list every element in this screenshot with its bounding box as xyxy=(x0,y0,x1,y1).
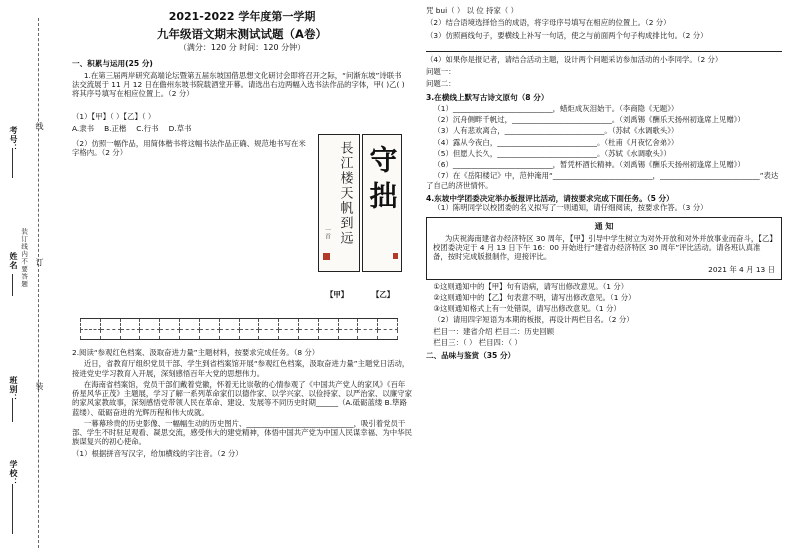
notice-title: 通 知 xyxy=(594,221,614,231)
poem-list xyxy=(426,104,782,190)
q2-sub1: （1）根据拼音写汉字，给加横线的字注音。（2 分） xyxy=(72,448,243,458)
label-jia: 【甲】 xyxy=(326,290,349,299)
calligraphy-jia-seal-text: 一首 xyxy=(323,227,331,239)
class-line xyxy=(12,398,13,422)
school-label: 学校： xyxy=(9,460,18,487)
writing-grid[interactable] xyxy=(80,318,398,340)
calligraphy-jia-text: 長江楼天帆到远 xyxy=(337,141,353,246)
class-label: 班别： xyxy=(9,376,18,403)
binding-warning: 装订线内不要答题 xyxy=(20,228,29,288)
poem-item-2: （2）沉舟侧畔千帆过，___________________________。（刘禹锡《酬乐天扬州初逢席上见赠》） xyxy=(433,115,745,125)
notice-body: 为庆祝海南建省办经济特区 30 周年，【甲】引导中学生树立为对外开放和对外并放事业而奋斗，【乙】校团委决定于 4 月 13 日下午 16：00 开始进行“建省办经济特区 30 周年”评比活动。请各班认真准备，按时完成版报制作，迎接评比。 xyxy=(433,233,774,262)
q2-heading: 2.阅读“参观红色档案、汲取奋进力量”主题材料，按要求完成任务。（8 分） xyxy=(72,348,320,357)
q2-block xyxy=(72,348,412,458)
notice-fix-list xyxy=(426,282,782,348)
right-column xyxy=(426,6,782,361)
exam-year-title: 2021-2022 学年度第一学期 xyxy=(168,10,316,23)
option-a: A.隶书 xyxy=(72,123,95,133)
q2-paragraph-2: 在海南省档案馆，党员干部们戴着党徽，怀着无比崇敬的心情参观了《中国共产党人的家风》《百年侨星风华正茂》主题展，学习了解一系列革命家们以德作家、以学兴家、以俭持家、以严治家、以廉守家的家风家教故事，深刻感悟党带领人民在革命、建设、发展等不同历史时期______（A.砥砺蓝缕 B.筚路蓝缕）、砥砺奋进的光辉历程和伟大成就。 xyxy=(72,379,412,417)
label-yi: 【乙】 xyxy=(372,290,395,299)
option-b: B.正楷 xyxy=(104,123,127,133)
binding-line-label: 线 xyxy=(35,122,44,131)
calligraphy-yi-svg xyxy=(363,135,401,271)
left-column xyxy=(72,6,412,157)
calligraphy-jia-image xyxy=(318,134,360,272)
option-c: C.行书 xyxy=(136,123,159,133)
q3-heading: 3.在横线上默写古诗文原句（8 分） xyxy=(426,92,549,102)
exam-time-info: （满分：120 分 时间：120 分钟） xyxy=(178,43,306,53)
name-line xyxy=(12,274,13,296)
fix-item-3: ③这则通知格式上有一处错误，请写出修改意见。（1 分） xyxy=(433,304,621,314)
calligraphy-jia-svg xyxy=(319,135,359,271)
poem-item-1: （1）___________________________，蜡炬成灰泪始干。（李商隐《无题》） xyxy=(433,103,679,113)
q2-paragraph-1: 近日，省教育厅组织党员干部、学生到省档案馆开展“参观红色档案，汲取奋进力量”主题党日活动，接进党史学习教育入开展，深刻感悟百年大党的思想伟力。 xyxy=(72,359,410,378)
q1-answer-line: （1）【甲】（ ）【乙】（ ） xyxy=(72,112,156,122)
poem-item-6: （6）___________________________，暂凭杯酒长精神。（刘禹锡《酬乐天扬州初逢席上见赠》） xyxy=(433,160,745,170)
q2-paragraph-3: 一幕幕珍贵的历史影像、一幅幅生动的历史图片、_____________________________，吸引着党员干部、学生不时驻足观看、凝思交流，感受伟大的建党精神，体悟中国共产党为中国人民谋幸福、为中华民族谋复兴的初心使命。 xyxy=(72,418,412,447)
binding-dashed-line xyxy=(38,18,39,548)
part1-heading: 一、积累与运用(25 分) xyxy=(72,59,153,69)
calligraphy-yi-image xyxy=(362,134,402,272)
fix-item-2: ②这则通知中的【乙】句表意不明，请写出修改意见。（1 分） xyxy=(433,292,636,302)
exam-number-label: 考号： xyxy=(9,126,18,153)
column-row-2: 栏目三：（ ） 栏目四：（ ） xyxy=(433,337,522,347)
q4-heading: 4.东坡中学团委决定举办板报评比活动，请按要求完成下面任务。（5 分） xyxy=(426,193,674,203)
pinyin-line: 咒 bui（ ） 以 位 持家（ ） xyxy=(426,6,519,15)
binding-seal-label: 装 xyxy=(35,382,44,391)
notice-box xyxy=(426,217,782,280)
q2-interview: （4）如果你是报记者，请结合活动主题，设计两个问题采访参加活动的小李同学。（2 分） xyxy=(426,54,723,64)
notice-date: 2021 年 4 月 13 日 xyxy=(708,265,775,275)
poem-item-5: （5）但愿人长久，___________________________。（苏轼《水调歌头》） xyxy=(433,148,671,158)
binding-margin xyxy=(0,0,54,560)
poem-item-7: （7）在《岳阳楼记》中，范仲淹用“___________________________，___________________________”表达了自己的济世情怀。 xyxy=(426,171,779,190)
calligraphy-yi-text: 守拙 xyxy=(365,145,399,217)
q1-intro: 1.在第三届两岸研究高端论坛暨第五届东坡国借思想文化研讨会即将召开之际，“问渐东坡”诗联书法交流展于 11 月 12 日在儋州东坡书院载酒堂开幕。请选出右边两幅入选书法作品的字体，甲( )乙( )将其序号填写在相应位置上。（2 分） xyxy=(72,70,405,99)
q2-choice: （2）结合语境选择恰当的成语，将字母序号填写在相应的位置上。（2 分） xyxy=(426,18,671,28)
interview-question-2: 问题二： xyxy=(426,79,456,89)
q1-block xyxy=(72,112,310,157)
school-line xyxy=(12,484,13,534)
name-label: 姓名 xyxy=(9,252,18,270)
exam-main-title: 九年级语文期末测试试题（A卷） xyxy=(157,26,327,41)
binding-order-label: 订 xyxy=(35,258,44,267)
poem-item-3: （3）人有悲欢离合，___________________________。（苏轼《水调歌头》） xyxy=(433,126,679,136)
answer-line-imitation[interactable] xyxy=(426,42,782,52)
fix-item-1: ①这则通知中的【甲】句有语病，请写出修改意见。（1 分） xyxy=(433,281,629,291)
q2-imitation: （3）仿照画线句子，要横线上补写一句话，使之与前面两个句子构成排比句。（2 分） xyxy=(426,30,708,40)
column-row-1: 栏目一：建省介绍 栏目二：历史回顾 xyxy=(433,326,554,336)
exam-number-line xyxy=(12,148,13,178)
q1-options xyxy=(72,124,310,133)
poem-item-4: （4）露从今夜白，___________________________。（杜甫《月夜忆舍弟》） xyxy=(433,137,679,147)
red-seal-stamp-2 xyxy=(393,253,398,259)
interview-question-1: 问题一： xyxy=(426,67,456,76)
red-seal-stamp xyxy=(323,253,330,260)
q1-part2: （2）仿照一幅作品，用简体楷书将这幅书法作品正确、规范地书写在米字格内。（2 分） xyxy=(72,138,306,158)
q4-sub2: （2）请用四字短语为本期的板报，再设计两栏目名。（2 分） xyxy=(433,315,634,325)
option-d: D.草书 xyxy=(168,123,192,133)
part2-heading: 二、品味与鉴赏（35 分） xyxy=(426,351,516,361)
q4-sub1: （1）陈明同学以校团委的名义拟写了一则通知，请仔细阅读，按要求作答。（3 分） xyxy=(433,203,708,213)
